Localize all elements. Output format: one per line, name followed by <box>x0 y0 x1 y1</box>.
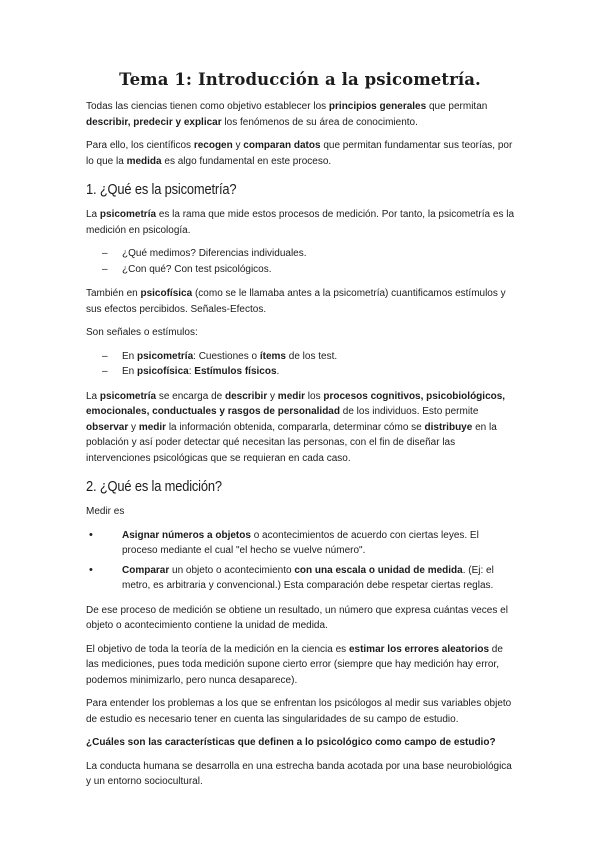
document-page <box>86 70 514 798</box>
section-2-paragraph-5: La conducta humana se desarrolla en una estrecha banda acotada por una base neurobiológica y un entorno sociocultural. <box>86 760 512 787</box>
section-2-question: ¿Cuáles son las características que definen a lo psicológico como campo de estudio? <box>86 737 496 748</box>
section-1-paragraph-4: La psicometría se encarga de describir y medir los procesos cognitivos, psicobiológicos, emocionales, conductuales y rasgos de personalidad de los individuos. Esto permite observar y medir la información obtenida, compararla, determinar cómo se distribuye en la población y así poder detectar qué necesitan las personas, con el fin de diseñar las intervenciones psicológicas que se requieran en cada caso. <box>86 390 506 464</box>
section-1-paragraph-3: Son señales o estímulos: <box>86 327 198 338</box>
list-item: • Comparar un objeto o acontecimiento con una escala o unidad de medida. (Ej: el metro, es arbitraria y convencional.) Esta comparación debe respetar ciertas reglas. <box>89 563 494 591</box>
intro-paragraph-2: Para ello, los científicos recogen y comparan datos que permitan fundamentar sus teorías, por lo que la medida es algo fundamental en este proceso. <box>86 140 513 167</box>
section-1-dash-list-2 <box>86 349 514 380</box>
section-1-paragraph-1: La psicometría es la rama que mide estos procesos de medición. Por tanto, la psicometría es la medición en psicología. <box>86 209 515 236</box>
document-title: Tema 1: Introducción a la psicometría. <box>119 70 481 89</box>
list-item: – ¿Qué medimos? Diferencias individuales. <box>86 246 514 262</box>
section-2-paragraph-3: El objetivo de toda la teoría de la medición en la ciencia es estimar los errores aleatorios de las mediciones, pues toda medición supone cierto error (siempre que hay medición hay error, podemos minimizarlo, pero nunca desaparece). <box>86 643 503 686</box>
list-item: – En psicofísica: Estímulos físicos. <box>86 364 514 380</box>
section-2-heading: 2. ¿Qué es la medición? <box>86 478 222 495</box>
list-item: – ¿Con qué? Con test psicológicos. <box>86 262 514 278</box>
bullet-marker: • <box>89 528 93 541</box>
dash-marker: – <box>102 366 108 377</box>
dash-marker: – <box>102 350 108 362</box>
section-1-heading: 1. ¿Qué es la psicometría? <box>86 181 237 198</box>
list-item: – En psicometría: Cuestiones o ítems de los test. <box>86 349 514 365</box>
bullet-marker: • <box>89 563 93 576</box>
section-2-paragraph-2: De ese proceso de medición se obtiene un resultado, un número que expresa cuántas veces el objeto o acontecimiento contiene la unidad de medida. <box>86 604 508 631</box>
section-2-paragraph-1: Medir es <box>86 506 125 517</box>
section-2-paragraph-4: Para entender los problemas a los que se enfrentan los psicólogos al medir sus variables objeto de estudio es necesario tener en cuenta las singularidades de su campo de estudio. <box>86 698 512 725</box>
section-1-paragraph-2: También en psicofísica (como se le llamaba antes a la psicometría) cuantificamos estímulos y sus efectos percibidos. Señales-Efectos. <box>86 288 506 315</box>
section-2-bullet-list <box>86 528 514 594</box>
dash-marker: – <box>102 263 108 275</box>
intro-paragraph-1: Todas las ciencias tienen como objetivo establecer los principios generales que permitan describir, predecir y explicar los fenómenos de su área de conocimiento. <box>86 101 488 128</box>
dash-marker: – <box>102 248 108 259</box>
section-1-dash-list-1 <box>86 246 514 277</box>
list-item: • Asignar números a objetos o acontecimientos de acuerdo con ciertas leyes. El proceso mediante el cual "el hecho se vuelve número". <box>89 528 479 556</box>
